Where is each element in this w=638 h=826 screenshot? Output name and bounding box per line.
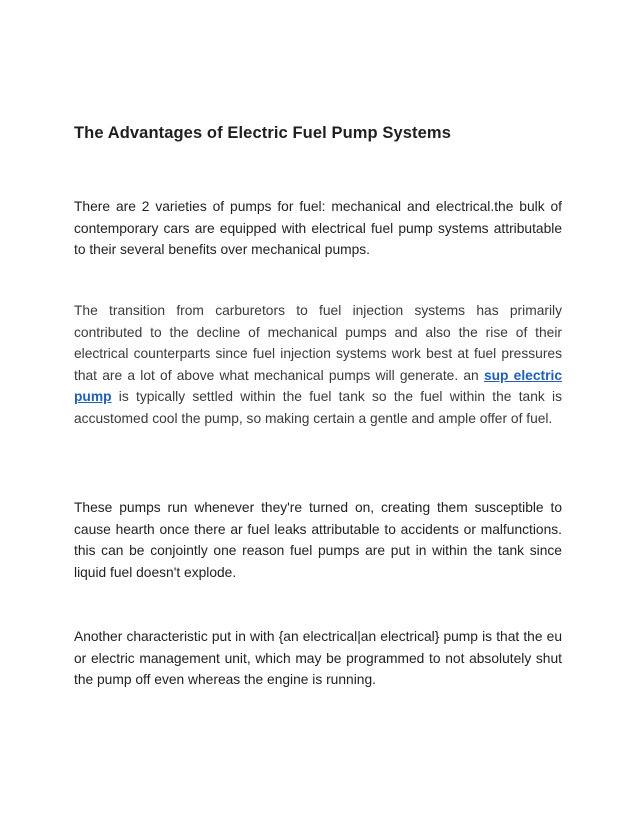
paragraph-text: There are 2 varieties of pumps for fuel: mechanical and electrical.the bulk of contemporary cars are equipped with electrical fuel pump systems attributable to their several benefits over mechanical pumps. [74, 199, 562, 258]
paragraph-text-before-link: The transition from carburetors to fuel injection systems has primarily contributed to the decline of mechanical pumps and also the rise of their electrical counterparts since fuel injection systems work best at fuel pressures that are a lot of above what mechanical pumps will generate. an [74, 303, 562, 383]
paragraph-text-after-link: is typically settled within the fuel tank so the fuel within the tank is accustomed cool the pump, so making certain a gentle and ample offer of fuel. [74, 389, 562, 426]
paragraph-ecu [74, 626, 562, 691]
sup-electric-pump-link[interactable]: sup electric pump [74, 367, 562, 405]
paragraph-fire-risk [74, 497, 562, 583]
paragraph-text: These pumps run whenever they're turned on, creating them susceptible to cause hearth once there ar fuel leaks attributable to accidents or malfunctions. this can be conjointly one reason fuel pumps are put in within the tank since liquid fuel doesn't explode. [74, 500, 562, 580]
paragraph-pump-varieties [74, 196, 562, 261]
paragraph-text: Another characteristic put in with {an electrical|an electrical} pump is that the eu or electric management unit, which may be programmed to not absolutely shut the pump off even whereas the engine is running. [74, 629, 562, 688]
paragraph-fuel-injection [74, 300, 562, 430]
document-title: The Advantages of Electric Fuel Pump Systems [74, 124, 451, 142]
